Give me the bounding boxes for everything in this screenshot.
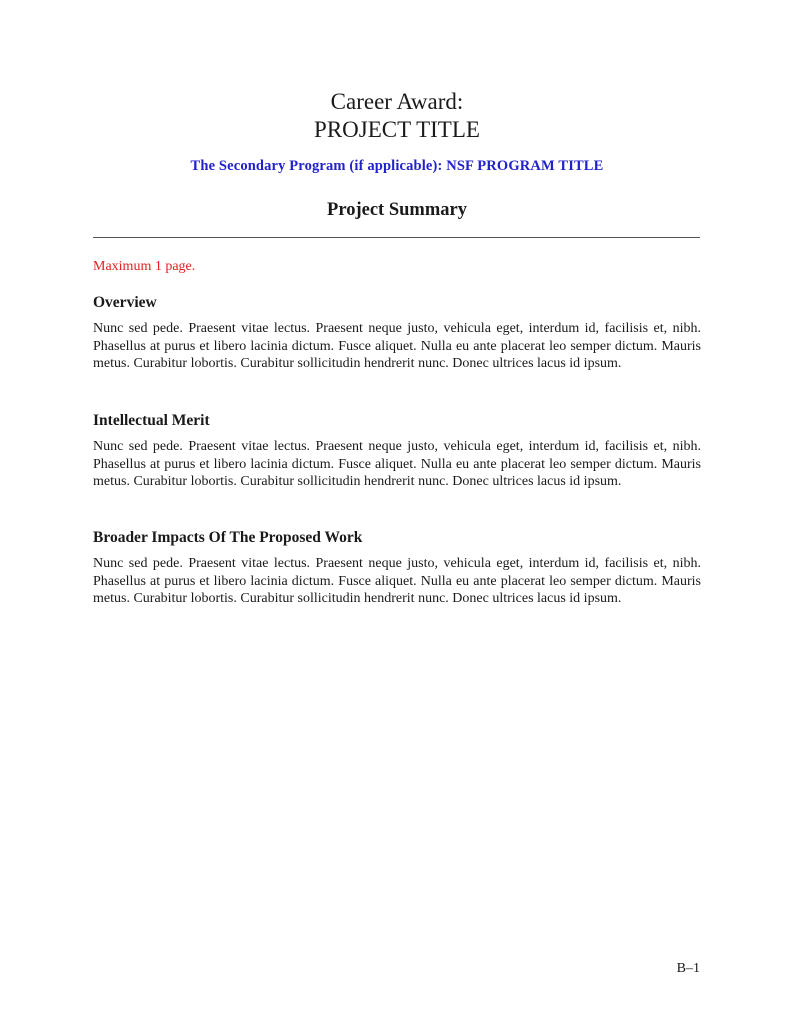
horizontal-rule: [93, 237, 700, 238]
section-title: Intellectual Merit: [93, 412, 210, 429]
section-body: Nunc sed pede. Praesent vitae lectus. Praesent neque justo, vehicula eget, interdum id, facilisis et, nibh. Phasellus at purus et libero lacinia dictum. Fusce aliquet. Nulla eu ante placerat leo semper dictum. Mauris metus. Curabitur lobortis. Curabitur sollicitudin hendrerit nunc. Donec ultrices lacus id ipsum.: [93, 439, 701, 490]
section-body: Nunc sed pede. Praesent vitae lectus. Praesent neque justo, vehicula eget, interdum id, facilisis et, nibh. Phasellus at purus et libero lacinia dictum. Fusce aliquet. Nulla eu ante placerat leo semper dictum. Mauris metus. Curabitur lobortis. Curabitur sollicitudin hendrerit nunc. Donec ultrices lacus id ipsum.: [93, 321, 701, 372]
page-limit-note: Maximum 1 page.: [93, 259, 196, 274]
project-summary-heading: Project Summary: [327, 200, 467, 220]
secondary-program-line: The Secondary Program (if applicable): NSF PROGRAM TITLE: [190, 158, 604, 174]
section-broader-impacts: [93, 528, 701, 608]
title-project: PROJECT TITLE: [314, 117, 480, 142]
title-award-type: Career Award:: [330, 89, 464, 114]
section-overview: [93, 293, 701, 373]
section-title: Broader Impacts Of The Proposed Work: [93, 529, 363, 546]
section-body: Nunc sed pede. Praesent vitae lectus. Praesent neque justo, vehicula eget, interdum id, facilisis et, nibh. Phasellus at purus et libero lacinia dictum. Fusce aliquet. Nulla eu ante placerat leo semper dictum. Mauris metus. Curabitur lobortis. Curabitur sollicitudin hendrerit nunc. Donec ultrices lacus id ipsum.: [93, 556, 701, 607]
section-title: Overview: [93, 294, 157, 311]
section-intellectual-merit: [93, 411, 701, 491]
page-number: B–1: [676, 961, 700, 976]
